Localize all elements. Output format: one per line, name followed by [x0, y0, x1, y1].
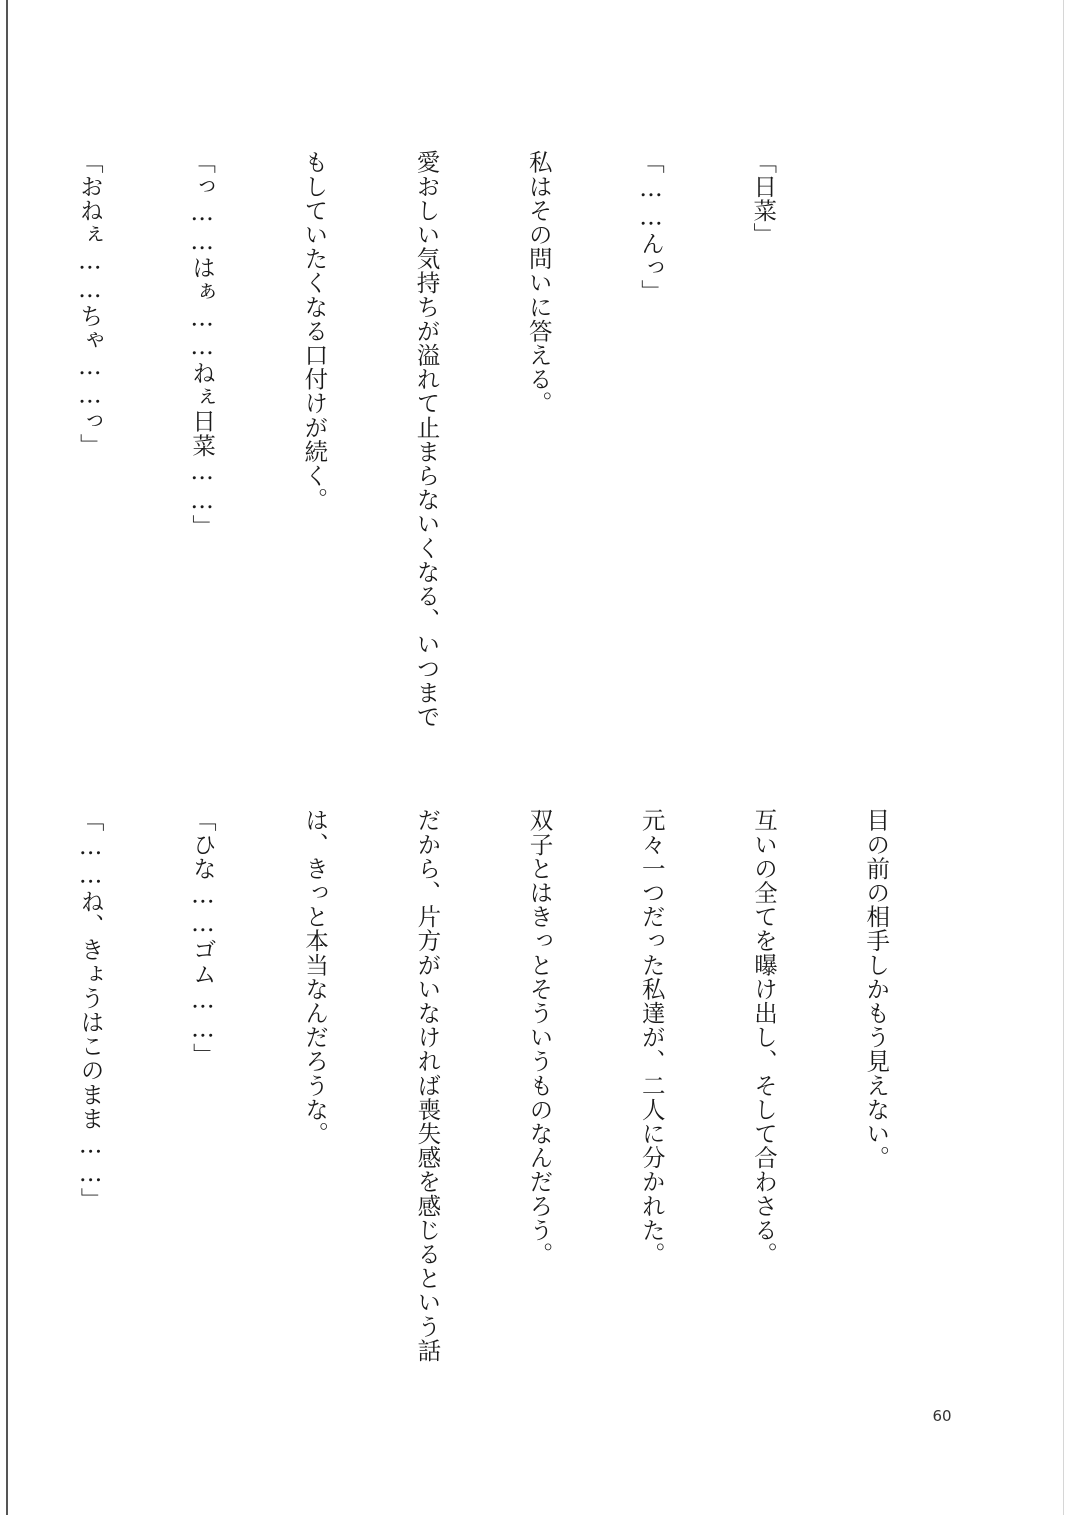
text-line: 「っ……はぁ……ねぇ日菜……」	[188, 150, 217, 539]
text-line: 「ひな……ゴム……」	[188, 808, 217, 1067]
text-line: は、きっと本当なんだろうな。	[301, 808, 330, 1146]
text-line: 「おねぇ……ちゃ……っ」	[75, 150, 104, 458]
text-line: 私はその問いに答える。	[524, 150, 553, 416]
text-line: だから、片方がいなければ喪失感を感じるという話	[413, 808, 442, 1363]
text-line: もしていたくなる口付けが続く。	[300, 150, 329, 512]
text-line: 「……んっ」	[636, 150, 665, 304]
text-line: 元々一つだった私達が、二人に分かれた。	[637, 808, 666, 1266]
text-line: 目の前の相手しかもう見えない。	[862, 808, 891, 1170]
text-line: 双子とはきっとそういうものなんだろう。	[525, 808, 554, 1266]
lower-text-block	[0, 808, 969, 1368]
text-line: 互いの全てを曝け出し、そして合わさる。	[749, 808, 778, 1266]
page-number: 60	[932, 1407, 952, 1425]
text-line: 「……ね、きょうはこのまま……」	[76, 808, 105, 1212]
upper-text-block	[0, 150, 856, 730]
text-line: 愛おしい気持ちが溢れて止まらないくなる、いつまで	[412, 150, 441, 729]
text-line: 「日菜」	[749, 150, 778, 247]
page-edge-right	[1063, 0, 1064, 1515]
